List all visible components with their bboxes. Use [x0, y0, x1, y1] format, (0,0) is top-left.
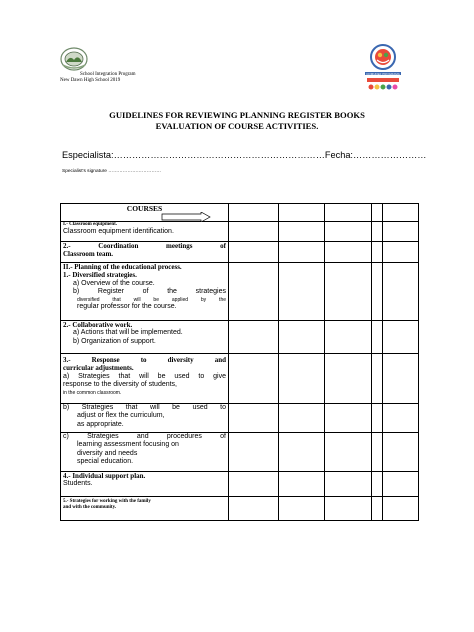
school-name: New Dawn High School 2019 — [60, 78, 121, 83]
criterion-cell — [61, 497, 229, 521]
table-row — [61, 433, 419, 472]
grade-cell[interactable] — [325, 263, 372, 321]
grade-cell[interactable] — [372, 472, 383, 497]
section-title: II.- Planning of the educational process. — [63, 263, 182, 271]
specialist-line — [62, 150, 427, 160]
grade-cell[interactable] — [229, 222, 279, 242]
grade-cell[interactable] — [279, 242, 325, 263]
criterion-text: adjust or flex the curriculum, — [77, 412, 165, 420]
criterion-text: diversified that will be applied by the — [77, 296, 226, 303]
criterion-cell — [61, 354, 229, 404]
section-title-cont: and with the community. — [63, 505, 117, 510]
grade-cell[interactable] — [372, 242, 383, 263]
criterion-cell — [61, 222, 229, 242]
grade-cell[interactable] — [383, 204, 419, 222]
grade-cell[interactable] — [325, 497, 372, 521]
grade-cell[interactable] — [383, 263, 419, 321]
grade-cell[interactable] — [325, 222, 372, 242]
criterion-text: as appropriate. — [77, 420, 124, 428]
section-title: 2.- Coordination meetings of — [63, 242, 227, 250]
svg-text:COMUDEF PROGRAMA: COMUDEF PROGRAMA — [366, 72, 400, 76]
school-logo — [60, 46, 88, 74]
grade-cell[interactable] — [325, 472, 372, 497]
grade-cell[interactable] — [383, 497, 419, 521]
program-name: School Integration Program — [80, 72, 136, 77]
criterion-text: response to the diversity of students, — [63, 381, 178, 389]
grade-cell[interactable] — [383, 242, 419, 263]
table-row — [61, 472, 419, 497]
table-row — [61, 354, 419, 404]
criterion-text: b) Register of the strategies — [73, 288, 226, 296]
date-field[interactable]: …………………… — [352, 150, 427, 160]
table-header-row — [61, 204, 419, 222]
criterion-text: b) Strategies that will be used to — [63, 404, 226, 411]
criterion-text: Students. — [63, 480, 93, 488]
grade-cell[interactable] — [279, 263, 325, 321]
specialist-field[interactable]: …………………………………………………………… — [113, 150, 325, 160]
grade-cell[interactable] — [325, 354, 372, 404]
date-label: Fecha: — [324, 150, 353, 160]
table-row — [61, 497, 419, 521]
section-title: 2.- Collaborative work. — [63, 321, 133, 329]
table-row — [61, 242, 419, 263]
grade-cell[interactable] — [325, 321, 372, 354]
grade-cell[interactable] — [372, 433, 383, 472]
grade-cell[interactable] — [279, 404, 325, 433]
arrow-right-icon — [161, 212, 211, 222]
criterion-text: in the common classroom. — [63, 389, 122, 396]
grade-cell[interactable] — [279, 433, 325, 472]
grade-cell[interactable] — [279, 354, 325, 404]
grade-cell[interactable] — [279, 204, 325, 222]
grade-cell[interactable] — [279, 472, 325, 497]
table-row — [61, 321, 419, 354]
criterion-cell — [61, 433, 229, 472]
grade-cell[interactable] — [279, 321, 325, 354]
comudef-logo — [363, 42, 403, 94]
criterion-text: special education. — [77, 458, 134, 466]
grade-cell[interactable] — [229, 263, 279, 321]
table-row — [61, 222, 419, 242]
criterion-text: a) Strategies that will be used to give — [63, 372, 226, 380]
grade-cell[interactable] — [229, 321, 279, 354]
grade-cell[interactable] — [325, 433, 372, 472]
grade-cell[interactable] — [383, 321, 419, 354]
grade-cell[interactable] — [383, 472, 419, 497]
signature-line — [62, 169, 161, 174]
school-header — [60, 72, 136, 84]
grade-cell[interactable] — [229, 472, 279, 497]
criterion-text: Classroom equipment identification. — [63, 228, 174, 235]
grade-cell[interactable] — [325, 404, 372, 433]
grade-cell[interactable] — [325, 204, 372, 222]
grade-cell[interactable] — [383, 433, 419, 472]
grade-cell[interactable] — [279, 497, 325, 521]
courses-header: COURSES — [126, 204, 163, 213]
criterion-cell — [61, 404, 229, 433]
criterion-cell — [61, 263, 229, 321]
document-title: GUIDELINES FOR REVIEWING PLANNING REGISTER BOOKS — [109, 110, 365, 120]
criterion-text: a) Overview of the course. — [73, 279, 155, 287]
grade-cell[interactable] — [372, 354, 383, 404]
table-row — [61, 263, 419, 321]
evaluation-table — [60, 203, 419, 521]
grade-cell[interactable] — [325, 242, 372, 263]
grade-cell[interactable] — [229, 354, 279, 404]
criterion-cell — [61, 472, 229, 497]
section-title: 5.- Strategies for working with the family — [63, 499, 151, 504]
section-subtitle: 1.- Diversified strategies. — [63, 271, 137, 280]
grade-cell[interactable] — [229, 404, 279, 433]
section-title-cont: Classroom team. — [63, 250, 114, 259]
grade-cell[interactable] — [372, 321, 383, 354]
section-title: 4.- Individual support plan. — [63, 472, 146, 480]
criterion-cell — [61, 242, 229, 263]
grade-cell[interactable] — [229, 242, 279, 263]
grade-cell[interactable] — [372, 404, 383, 433]
signature-label: Specialist's signature — [62, 169, 107, 174]
grade-cell[interactable] — [383, 354, 419, 404]
grade-cell[interactable] — [372, 204, 383, 222]
section-title-cont: curricular adjustments. — [63, 364, 134, 373]
grade-cell[interactable] — [372, 222, 383, 242]
criterion-cell — [61, 321, 229, 354]
grade-cell[interactable] — [229, 433, 279, 472]
document-subtitle: EVALUATION OF COURSE ACTIVITIES. — [155, 121, 319, 131]
grade-cell[interactable] — [229, 204, 279, 222]
grade-cell[interactable] — [279, 222, 325, 242]
criterion-text: learning assessment focusing on — [77, 441, 179, 449]
criterion-text: regular professor for the course. — [77, 302, 177, 310]
criterion-text: b) Organization of support. — [73, 337, 156, 345]
grade-cell[interactable] — [383, 222, 419, 242]
table-row — [61, 404, 419, 433]
criterion-text: c) Strategies and procedures of — [63, 433, 226, 440]
courses-header-cell — [61, 204, 229, 222]
grade-cell[interactable] — [383, 404, 419, 433]
signature-field[interactable]: …………………………… — [108, 169, 162, 174]
grade-cell[interactable] — [372, 497, 383, 521]
criterion-text: diversity and needs — [77, 449, 138, 457]
section-title: 3.- Response to diversity and — [63, 356, 226, 364]
criterion-text: a) Actions that will be implemented. — [73, 329, 183, 337]
grade-cell[interactable] — [372, 263, 383, 321]
specialist-label: Especialista: — [62, 150, 114, 160]
section-title: I.- Classroom equipment. — [63, 222, 118, 227]
grade-cell[interactable] — [229, 497, 279, 521]
